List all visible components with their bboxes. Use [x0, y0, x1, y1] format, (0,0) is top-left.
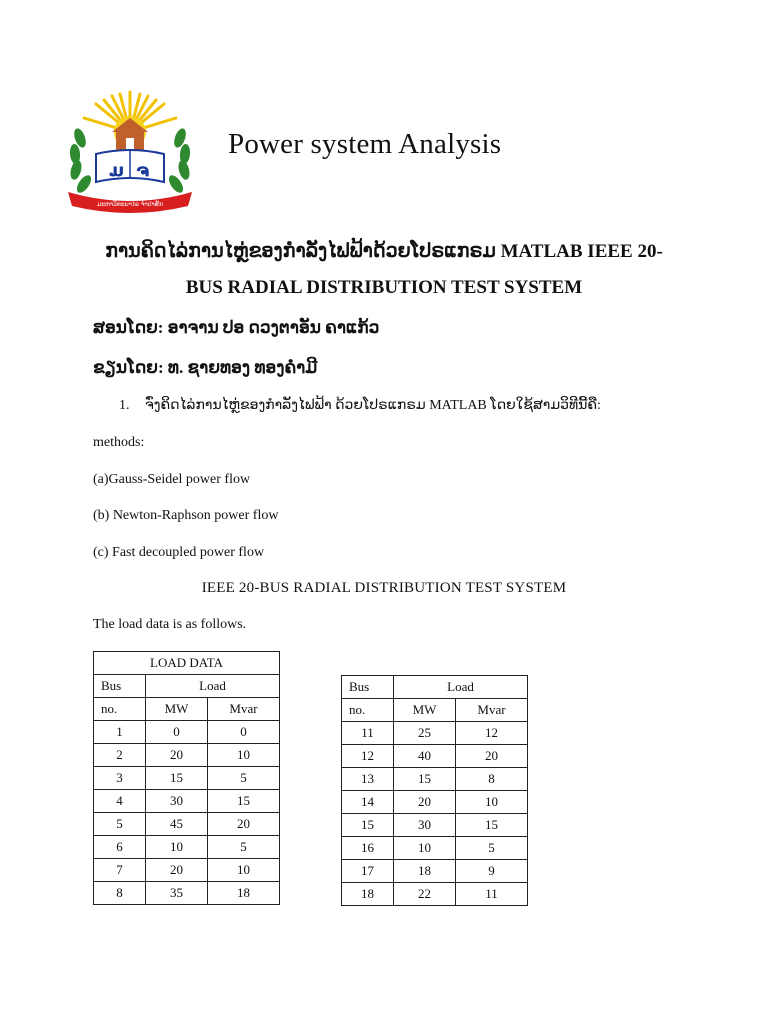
table-row	[94, 744, 280, 767]
cell-mw: 18	[394, 860, 456, 883]
mw-header: MW	[146, 698, 208, 721]
table-row	[342, 860, 528, 883]
cell-mvar: 5	[208, 836, 280, 859]
cell-bus: 6	[94, 836, 146, 859]
table-row	[94, 721, 280, 744]
heading-line-2: BUS RADIAL DISTRIBUTION TEST SYSTEM	[185, 277, 583, 298]
cell-bus: 15	[342, 814, 394, 837]
bus-header: Bus	[342, 676, 394, 699]
cell-mw: 20	[394, 791, 456, 814]
table-row	[342, 814, 528, 837]
no-header: no.	[94, 698, 146, 721]
load-header: Load	[394, 676, 528, 699]
table-caption: LOAD DATA	[94, 652, 280, 675]
cell-mw: 15	[146, 767, 208, 790]
table-row	[94, 813, 280, 836]
book-icon	[96, 150, 164, 182]
cell-mw: 15	[394, 768, 456, 791]
cell-mvar: 15	[456, 814, 528, 837]
cell-mw: 0	[146, 721, 208, 744]
method-a: (a)Gauss-Seidel power flow	[93, 472, 251, 487]
cell-mvar: 0	[208, 721, 280, 744]
cell-bus: 11	[342, 722, 394, 745]
cell-bus: 12	[342, 745, 394, 768]
cell-mw: 10	[394, 837, 456, 860]
cell-mvar: 9	[456, 860, 528, 883]
cell-mvar: 10	[208, 859, 280, 882]
section-heading	[0, 234, 768, 306]
table-row	[94, 859, 280, 882]
item-number: 1.	[119, 398, 130, 413]
cell-bus: 8	[94, 882, 146, 905]
load-data-table-2	[341, 675, 528, 906]
cell-mvar: 8	[456, 768, 528, 791]
cell-mw: 45	[146, 813, 208, 836]
table-row	[342, 745, 528, 768]
list-item	[119, 397, 601, 414]
no-header: no.	[342, 699, 394, 722]
cell-mvar: 5	[208, 767, 280, 790]
mw-header: MW	[394, 699, 456, 722]
table-caption-row	[94, 652, 280, 675]
load-header: Load	[146, 675, 280, 698]
table-row	[94, 836, 280, 859]
written-by: ຂຽນໂດຍ: ທ. ຊາຍທອງ ທອງຄຳມີ	[93, 358, 318, 377]
cell-mvar: 10	[456, 791, 528, 814]
ribbon-icon	[68, 192, 192, 213]
mvar-header: Mvar	[456, 699, 528, 722]
cell-bus: 2	[94, 744, 146, 767]
cell-mvar: 18	[208, 882, 280, 905]
cell-mvar: 20	[208, 813, 280, 836]
cell-bus: 13	[342, 768, 394, 791]
cell-mw: 40	[394, 745, 456, 768]
logo-letters: ມ	[109, 160, 125, 181]
cell-mvar: 5	[456, 837, 528, 860]
cell-mw: 25	[394, 722, 456, 745]
cell-mvar: 20	[456, 745, 528, 768]
cell-bus: 18	[342, 883, 394, 906]
table-row	[342, 768, 528, 791]
cell-mw: 20	[146, 744, 208, 767]
cell-mw: 30	[394, 814, 456, 837]
load-intro: The load data is as follows.	[93, 617, 247, 632]
mvar-header: Mvar	[208, 698, 280, 721]
table-row	[94, 882, 280, 905]
cell-bus: 3	[94, 767, 146, 790]
cell-mw: 10	[146, 836, 208, 859]
table-row	[342, 722, 528, 745]
table-header-row	[94, 675, 280, 698]
table-row	[342, 791, 528, 814]
table-section-heading: IEEE 20-BUS RADIAL DISTRIBUTION TEST SYSTEM	[201, 580, 567, 596]
cell-bus: 7	[94, 859, 146, 882]
table-row	[94, 767, 280, 790]
bus-header: Bus	[94, 675, 146, 698]
load-data-table-1	[93, 651, 280, 905]
item-text: ຈົ່ງຄິດໄລ່ການໄຫຼ່ຂອງກຳລັງໄຟຟ້າ ດ້ວຍໂປຣແກຣມ MATLAB ໂດຍໃຊ້ສາມວິທີນີ້ຄື:	[145, 398, 601, 413]
cell-mw: 35	[146, 882, 208, 905]
cell-bus: 5	[94, 813, 146, 836]
cell-mvar: 11	[456, 883, 528, 906]
cell-mw: 30	[146, 790, 208, 813]
method-b: (b) Newton-Raphson power flow	[93, 508, 279, 523]
svg-text:ຈ: ຈ	[136, 160, 150, 181]
cell-bus: 1	[94, 721, 146, 744]
cell-mw: 20	[146, 859, 208, 882]
table-row	[94, 790, 280, 813]
cell-bus: 4	[94, 790, 146, 813]
cell-mvar: 15	[208, 790, 280, 813]
table-header-row	[94, 698, 280, 721]
page-title: Power system Analysis	[228, 128, 502, 160]
table-row	[342, 837, 528, 860]
cell-mw: 22	[394, 883, 456, 906]
method-c: (c) Fast decoupled power flow	[93, 545, 265, 560]
university-logo	[62, 88, 198, 216]
table-row	[342, 883, 528, 906]
taught-by: ສອນໂດຍ: ອາຈານ ປອ ດວງຕາອັນ ຄາແກ້ວ	[93, 318, 380, 337]
heading-line-1: ການຄິດໄລ່ການໄຫຼ່ຂອງກຳລັງໄຟຟ້າດ້ວຍໂປຣແກຣມ MATLAB IEEE 20-	[105, 241, 663, 262]
cell-bus: 17	[342, 860, 394, 883]
cell-mvar: 10	[208, 744, 280, 767]
cell-mvar: 12	[456, 722, 528, 745]
table-header-row	[342, 699, 528, 722]
cell-bus: 16	[342, 837, 394, 860]
table-header-row	[342, 676, 528, 699]
svg-text:ມະຫາວິທະຍາໄລ ຈຳປາສັກ: ມະຫາວິທະຍາໄລ ຈຳປາສັກ	[96, 201, 164, 208]
methods-label: methods:	[93, 435, 145, 450]
cell-bus: 14	[342, 791, 394, 814]
